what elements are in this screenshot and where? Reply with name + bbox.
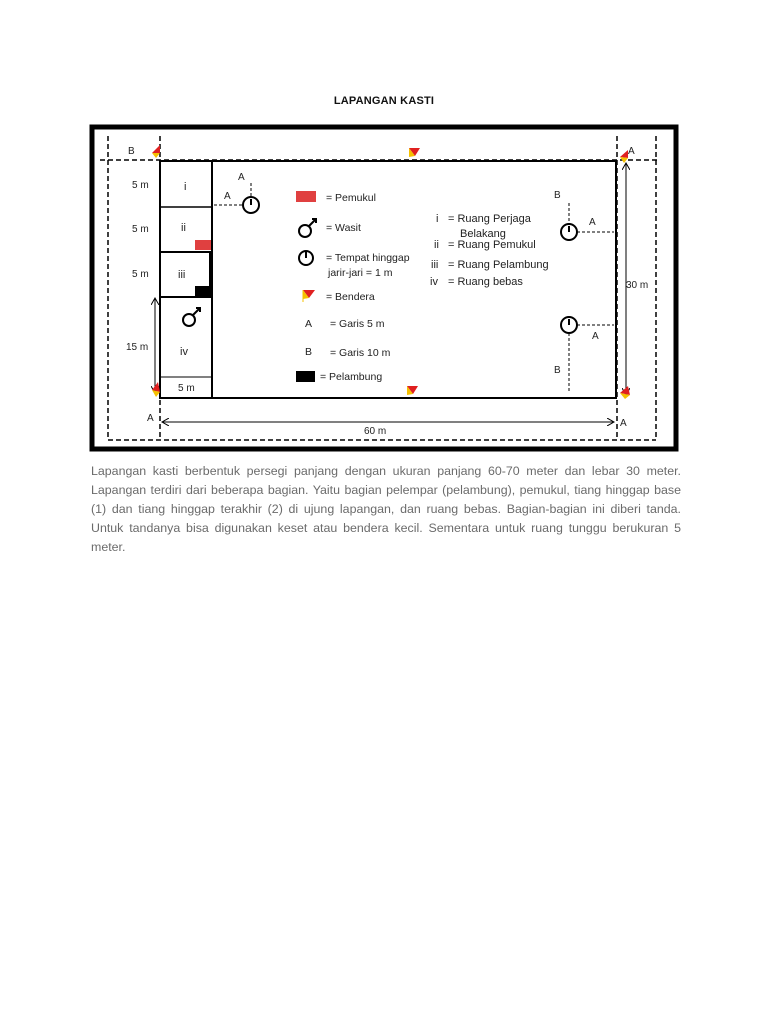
zone-legend-value-1b: Belakang xyxy=(460,228,506,240)
legend-garis10-key: B xyxy=(305,346,313,358)
legend-hinggap-line2: jarir-jari = 1 m xyxy=(328,267,393,279)
hinggap-post-3 xyxy=(561,317,614,392)
zone-label-ii: ii xyxy=(181,222,186,234)
zone-legend-value-4: = Ruang bebas xyxy=(448,276,523,288)
legend-flag-icon xyxy=(303,290,315,302)
legend-hinggap-line1: = Tempat hinggap xyxy=(326,252,410,264)
hinggap-post-1 xyxy=(214,183,259,213)
flag-icon xyxy=(152,382,160,397)
dim-length: 60 m xyxy=(364,426,387,437)
dim-row1: 5 m xyxy=(132,180,149,191)
legend-bendera: = Bendera xyxy=(326,291,375,303)
zone-legend-value-2: = Ruang Pemukul xyxy=(448,239,536,251)
legend-pelambung-swatch xyxy=(296,371,315,382)
dim-row2: 5 m xyxy=(132,224,149,235)
wasit-icon xyxy=(183,308,200,326)
zone-legend-key-3: iii xyxy=(431,259,439,271)
dim-row3: 5 m xyxy=(132,269,149,280)
zone-label-i: i xyxy=(184,181,187,193)
legend-pemukul: = Pemukul xyxy=(326,192,376,204)
label-a-bottom-left: A xyxy=(147,413,154,424)
flag-icon xyxy=(409,148,420,157)
flag-icon xyxy=(620,386,630,399)
description-paragraph: Lapangan kasti berbentuk persegi panjang dengan ukuran panjang 60-70 meter dan lebar 30 meter. Lapangan terdiri dari beberapa bagian. Yaitu bagian pelempar (pelambung), pemukul, tiang hinggap base (1) dan tiang hinggap terakhir (2) di ujung lapangan, dan ruang bebas. Bagian-bagian ini diberi tanda. Untuk tandanya bisa digunakan keset atau bendera kecil. Sementara untuk ruang tunggu berukuran 5 meter. xyxy=(91,464,681,554)
label-a-top-right: A xyxy=(628,146,635,157)
flag-icon xyxy=(620,150,628,163)
zone-legend-key-1: i xyxy=(436,213,439,225)
pemukul-mark xyxy=(195,240,211,250)
zone-legend-key-4: iv xyxy=(430,276,438,288)
label-a-right-top: A xyxy=(589,217,596,228)
label-a-right-bottom: A xyxy=(592,331,599,342)
dim-row4: 15 m xyxy=(126,342,149,353)
label-b-left: B xyxy=(128,146,135,157)
legend-garis5-key: A xyxy=(305,318,313,330)
legend-garis10: = Garis 10 m xyxy=(330,347,391,359)
legend-wasit-icon xyxy=(299,219,316,237)
label-b-right-bottom: B xyxy=(554,365,561,376)
zone-label-iv: iv xyxy=(180,346,188,358)
zone-legend-value-3: = Ruang Pelambung xyxy=(448,259,549,271)
flag-icon xyxy=(407,386,418,395)
dim-width: 30 m xyxy=(626,280,649,291)
dim-bottom-box: 5 m xyxy=(178,383,195,394)
legend-hinggap-icon xyxy=(299,251,313,265)
diagram-frame xyxy=(92,127,676,449)
label-a-small: A xyxy=(224,191,231,202)
page-title: LAPANGAN KASTI xyxy=(333,95,435,107)
pelambung-mark xyxy=(195,286,211,297)
legend-wasit: = Wasit xyxy=(326,222,361,234)
label-b-right-top: B xyxy=(554,190,561,201)
zone-legend-value-1a: = Ruang Perjaga xyxy=(448,213,531,225)
flag-icon xyxy=(152,145,160,158)
label-a-top: A xyxy=(238,172,245,183)
label-a-bottom-right: A xyxy=(620,418,627,429)
legend-pemukul-swatch xyxy=(296,191,316,202)
zone-label-iii: iii xyxy=(178,269,186,281)
kasti-field-diagram xyxy=(0,0,768,460)
legend-garis5: = Garis 5 m xyxy=(330,318,385,330)
legend-pelambung: = Pelambung xyxy=(320,371,383,383)
zone-legend-key-2: ii xyxy=(434,239,439,251)
hinggap-post-2 xyxy=(561,203,614,240)
